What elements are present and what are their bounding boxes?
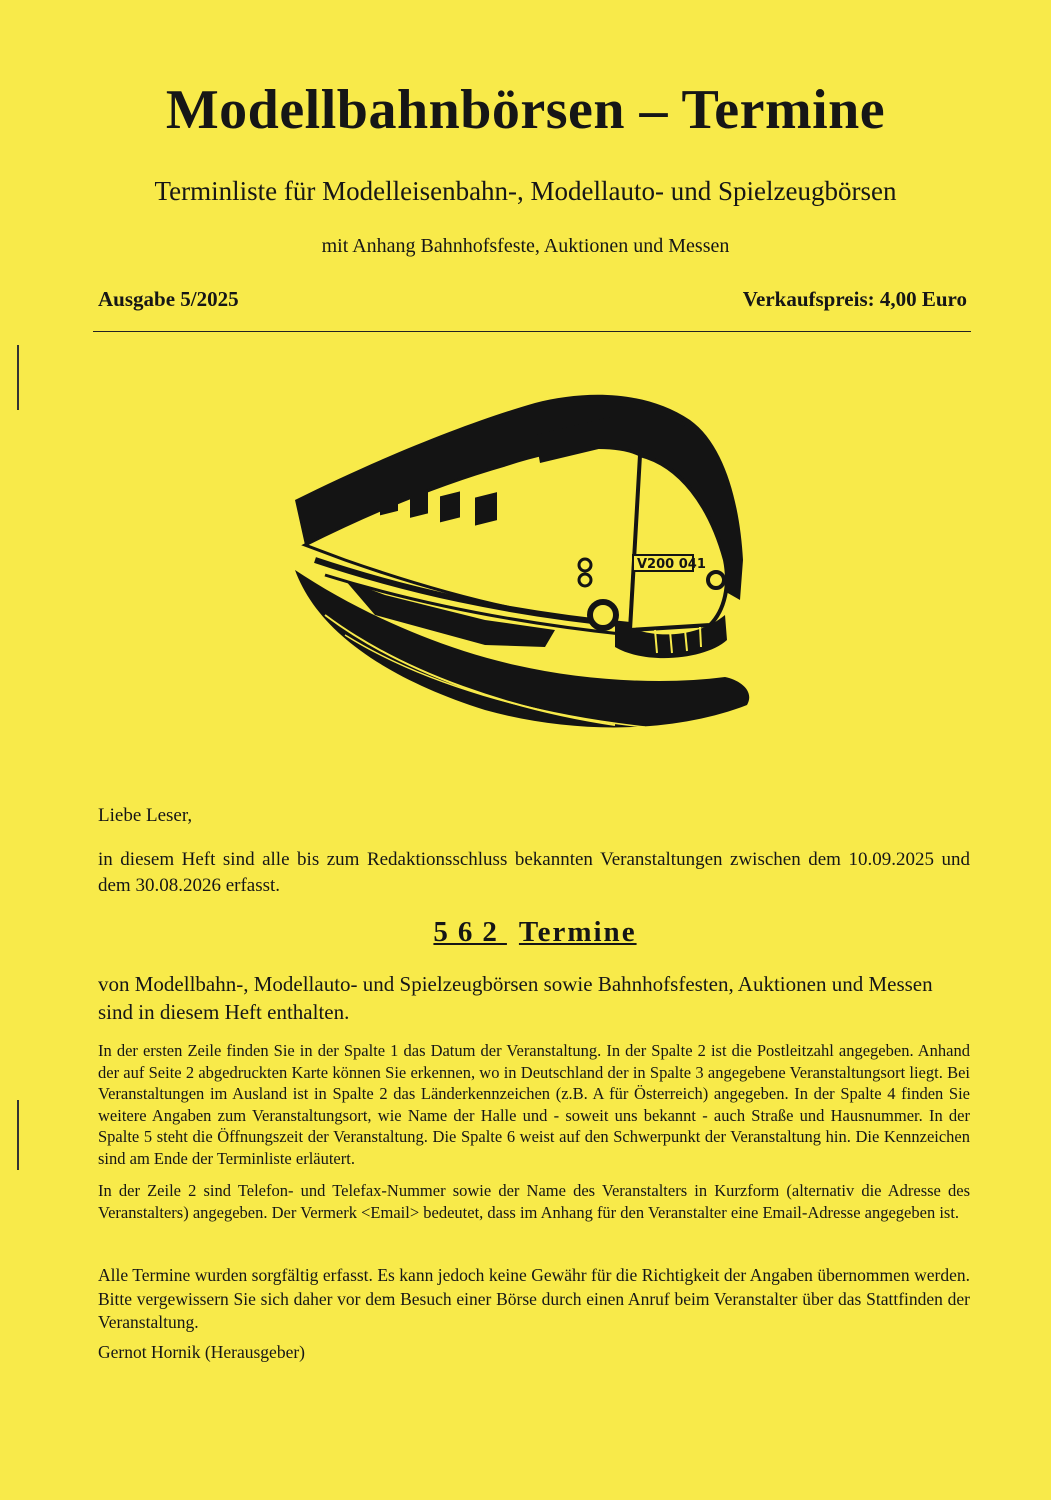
letter-lead: von Modellbahn-, Modellauto- und Spielzeugbörsen sowie Bahnhofsfesten, Auktionen und Messen sind in diesem Heft enthalten.	[98, 972, 933, 1024]
event-count-number: 562	[433, 916, 507, 948]
paragraph-columns-explanation: In der ersten Zeile finden Sie in der Spalte 1 das Datum der Veranstaltung. In der Spalte 2 ist die Postleitzahl angegeben. Anhand der auf Seite 2 abgedruckten Karte können Sie erkennen, wo in Deutschland der in Spalte 3 angegebene Veranstaltungsort liegt. Bei Veranstaltungen im Ausland ist in Spalte 2 das Länderkennzeichen (z.B. A für Österreich) angegeben. In der Spalte 4 finden Sie weitere Angaben zum Veranstaltungsort, wie Name der Halle und - soweit uns bekannt - auch Straße und Hausnummer. In der Spalte 5 steht die Öffnungszeit der Veranstaltung. Die Spalte 6 weist auf den Schwerpunkt der Veranstaltung hin. Die Kennzeichen sind am Ende der Terminliste erläutert.	[98, 1041, 970, 1168]
binder-mark-bottom	[17, 1100, 19, 1170]
page-title: Modellbahnbörsen – Termine	[165, 79, 886, 141]
event-count-heading	[0, 916, 1051, 949]
locomotive-illustration	[285, 385, 775, 745]
header-divider	[93, 331, 971, 332]
page-subtitle: Terminliste für Modelleisenbahn-, Modellauto- und Spielzeugbörsen	[154, 176, 897, 206]
letter-intro: in diesem Heft sind alle bis zum Redaktionsschluss bekannten Veranstaltungen zwischen dem 10.09.2025 und dem 30.08.2026 erfasst.	[98, 849, 970, 896]
issue-number: Ausgabe 5/2025	[98, 287, 239, 311]
paragraph-contact-explanation: In der Zeile 2 sind Telefon- und Telefax-Nummer sowie der Name des Veranstalters in Kurzform (alternativ die Adresse des Veranstalters) angegeben. Der Vermerk <Email> bedeutet, dass im Anhang für den Veranstalter eine Email-Adresse angegeben ist.	[98, 1181, 970, 1222]
letter-salutation: Liebe Leser,	[98, 805, 193, 826]
publisher-signature: Gernot Hornik (Herausgeber)	[98, 1342, 306, 1362]
page-subsubtitle: mit Anhang Bahnhofsfeste, Auktionen und Messen	[321, 235, 730, 257]
event-count-label: Termine	[518, 916, 637, 948]
binder-mark-top	[17, 345, 19, 410]
svg-text:V200 041: V200 041	[637, 557, 706, 572]
sale-price: Verkaufspreis: 4,00 Euro	[742, 287, 967, 311]
paragraph-disclaimer: Alle Termine wurden sorgfältig erfasst. Es kann jedoch keine Gewähr für die Richtigkeit der Angaben übernommen werden. Bitte vergewissern Sie sich daher vor dem Besuch einer Börse durch einen Anruf beim Veranstalter über das Stattfinden der Veranstaltung.	[98, 1265, 970, 1332]
